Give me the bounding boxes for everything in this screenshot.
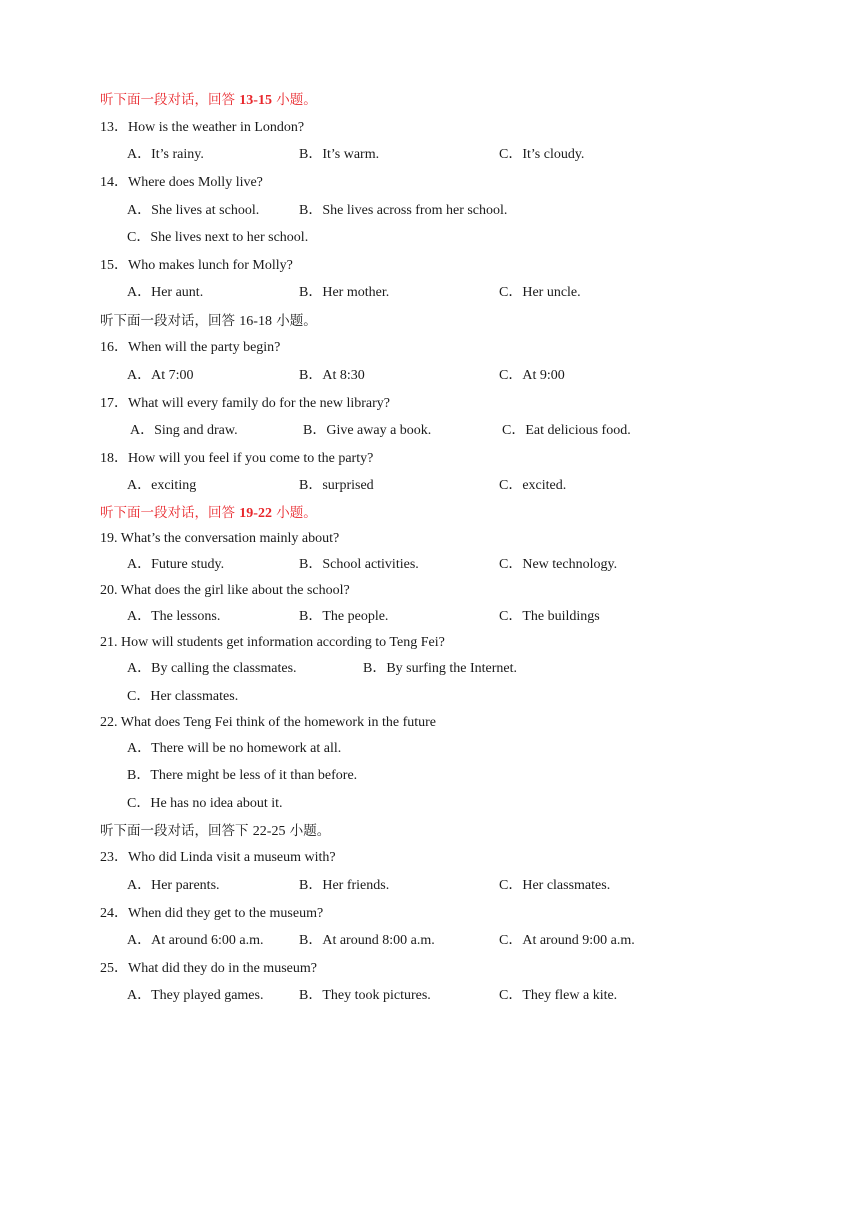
question-24: 24．When did they get to the museum? xyxy=(100,906,324,921)
option-21-c: C．Her classmates. xyxy=(127,689,239,704)
question-19: 19. What’s the conversation mainly about? xyxy=(100,531,340,546)
option-16-b: B．At 8:30 xyxy=(299,368,365,383)
option-19-c: C．New technology. xyxy=(499,557,618,572)
option-23-b: B．Her friends. xyxy=(299,878,390,893)
option-24-a: A．At around 6:00 a.m. xyxy=(127,933,264,948)
question-17: 17．What will every family do for the new library? xyxy=(100,396,391,411)
option-17-b: B．Give away a book. xyxy=(303,423,432,438)
option-22-c: C．He has no idea about it. xyxy=(127,796,283,811)
option-13-b: B．It’s warm. xyxy=(299,147,380,162)
option-25-c: C．They flew a kite. xyxy=(499,988,618,1003)
option-23-c: C．Her classmates. xyxy=(499,878,611,893)
option-24-b: B．At around 8:00 a.m. xyxy=(299,933,435,948)
question-20: 20. What does the girl like about the school? xyxy=(100,583,350,598)
question-13: 13．How is the weather in London? xyxy=(100,120,305,135)
option-16-a: A．At 7:00 xyxy=(127,368,194,383)
section-heading-2: 听下面一段对话，回答 16-18 小题。 xyxy=(100,313,317,329)
option-20-c: C．The buildings xyxy=(499,609,600,624)
option-20-b: B．The people. xyxy=(299,609,389,624)
section-heading-1: 听下面一段对话，回答 13-15 小题。 xyxy=(100,92,317,108)
option-24-c: C．At around 9:00 a.m. xyxy=(499,933,635,948)
option-25-b: B．They took pictures. xyxy=(299,988,431,1003)
option-19-b: B．School activities. xyxy=(299,557,419,572)
option-18-a: A．exciting xyxy=(127,478,197,493)
question-16: 16．When will the party begin? xyxy=(100,340,281,355)
option-14-a: A．She lives at school. xyxy=(127,203,260,218)
option-15-b: B．Her mother. xyxy=(299,285,390,300)
option-21-b: B．By surfing the Internet. xyxy=(363,661,517,676)
option-18-c: C．excited. xyxy=(499,478,567,493)
option-21-a: A．By calling the classmates. xyxy=(127,661,297,676)
section-heading-4: 听下面一段对话，回答下 22-25 小题。 xyxy=(100,823,331,839)
option-22-a: A．There will be no homework at all. xyxy=(127,741,342,756)
option-17-a: A．Sing and draw. xyxy=(130,423,238,438)
question-23: 23．Who did Linda visit a museum with? xyxy=(100,850,336,865)
option-15-a: A．Her aunt. xyxy=(127,285,204,300)
section-heading-3: 听下面一段对话，回答 19-22 小题。 xyxy=(100,505,317,521)
option-17-c: C．Eat delicious food. xyxy=(502,423,631,438)
option-16-c: C．At 9:00 xyxy=(499,368,565,383)
question-18: 18．How will you feel if you come to the party? xyxy=(100,451,374,466)
option-20-a: A．The lessons. xyxy=(127,609,221,624)
option-14-b: B．She lives across from her school. xyxy=(299,203,508,218)
option-25-a: A．They played games. xyxy=(127,988,264,1003)
question-15: 15．Who makes lunch for Molly? xyxy=(100,258,293,273)
option-13-a: A．It’s rainy. xyxy=(127,147,204,162)
option-13-c: C．It’s cloudy. xyxy=(499,147,585,162)
question-22: 22. What does Teng Fei think of the homework in the future xyxy=(100,715,436,730)
option-15-c: C．Her uncle. xyxy=(499,285,581,300)
option-22-b: B．There might be less of it than before. xyxy=(127,768,358,783)
option-18-b: B．surprised xyxy=(299,478,374,493)
question-25: 25．What did they do in the museum? xyxy=(100,961,317,976)
option-23-a: A．Her parents. xyxy=(127,878,220,893)
question-14: 14．Where does Molly live? xyxy=(100,175,263,190)
question-21: 21. How will students get information according to Teng Fei? xyxy=(100,635,445,650)
option-19-a: A．Future study. xyxy=(127,557,225,572)
option-14-c: C．She lives next to her school. xyxy=(127,230,309,245)
